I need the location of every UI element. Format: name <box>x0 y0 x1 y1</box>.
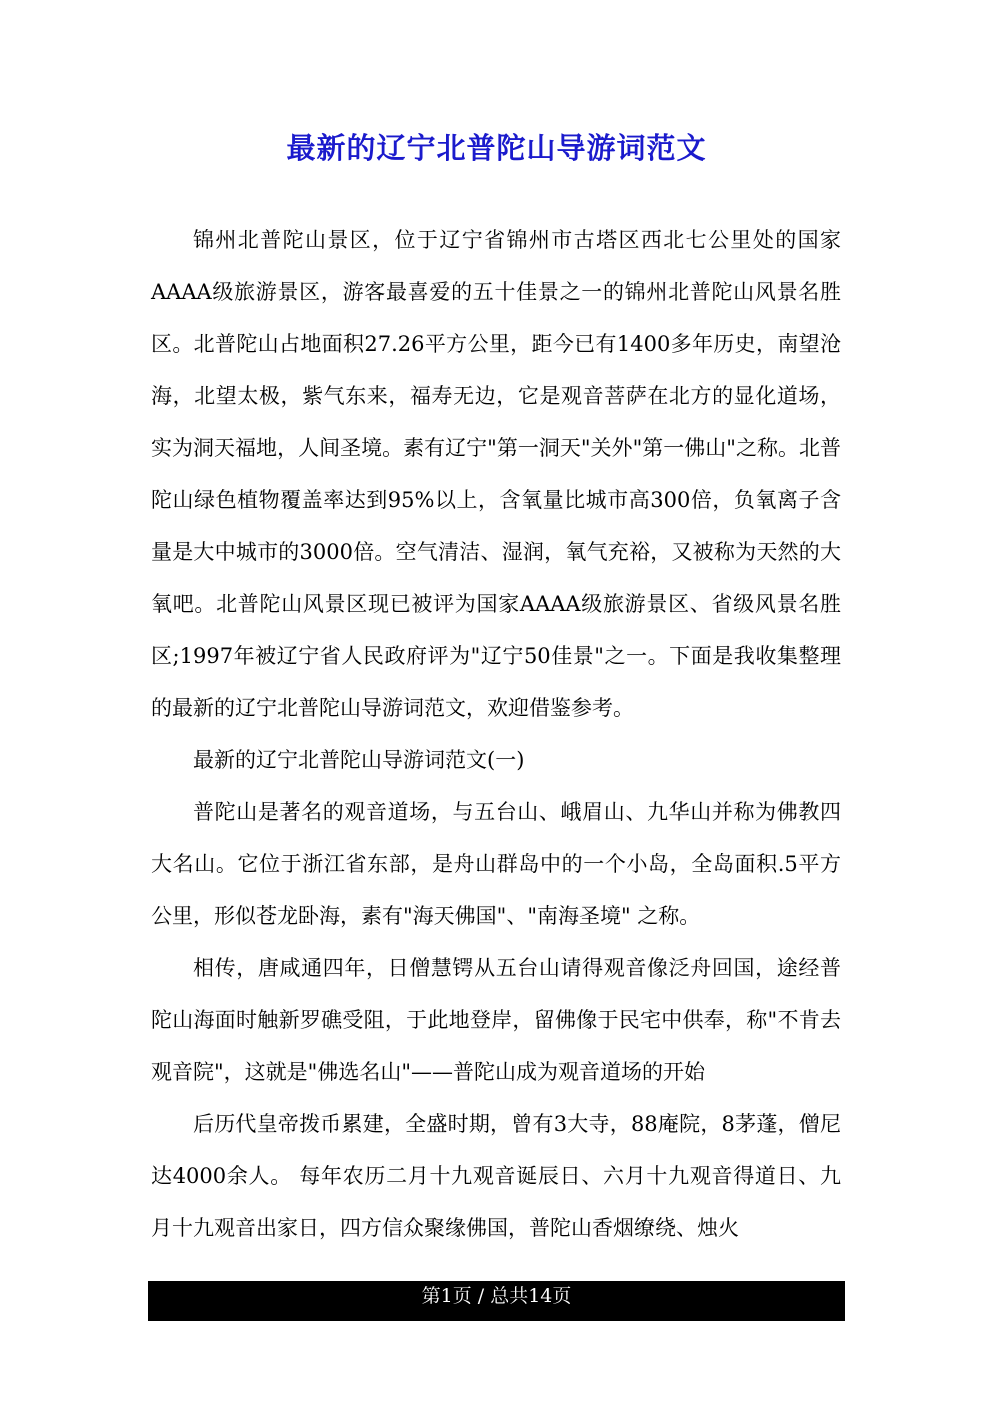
paragraph-intro: 锦州北普陀山景区，位于辽宁省锦州市古塔区西北七公里处的国家AAAA级旅游景区，游客最喜爱的五十佳景之一的锦州北普陀山风景名胜区。北普陀山占地面积27.26平方公里，距今已有1400多年历史，南望沧海，北望太极，紫气东来，福寿无边，它是观音菩萨在北方的显化道场，实为洞天福地，人间圣境。素有辽宁"第一洞天"关外"第一佛山"之称。北普陀山绿色植物覆盖率达到95%以上，含氧量比城市高300倍，负氧离子含量是大中城市的3000倍。空气清洁、湿润，氧气充裕，又被称为天然的大氧吧。北普陀山风景区现已被评为国家AAAA级旅游景区、省级风景名胜区;1997年被辽宁省人民政府评为"辽宁50佳景"之一。下面是我收集整理的最新的辽宁北普陀山导游词范文，欢迎借鉴参考。 <box>151 228 841 720</box>
paragraph-legend: 相传，唐咸通四年，日僧慧锷从五台山请得观音像泛舟回国，途经普陀山海面时触新罗礁受阻，于此地登岸，留佛像于民宅中供奉，称"不肯去观音院"，这就是"佛选名山"——普陀山成为观音道场的开始 <box>151 956 841 1084</box>
paragraph-section-heading: 最新的辽宁北普陀山导游词范文(一) <box>193 748 525 772</box>
paragraph-history: 后历代皇帝拨币累建，全盛时期，曾有3大寺，88庵院，8茅蓬，僧尼达4000余人。 每年农历二月十九观音诞辰日、六月十九观音得道日、九月十九观音出家日，四方信众聚缘佛国，普陀山香烟缭绕、烛火 <box>151 1112 841 1240</box>
document-body <box>151 214 841 1254</box>
paragraph-putuo-overview: 普陀山是著名的观音道场，与五台山、峨眉山、九华山并称为佛教四大名山。它位于浙江省东部，是舟山群岛中的一个小岛，全岛面积.5平方公里，形似苍龙卧海，素有"海天佛国"、"南海圣境" 之称。 <box>151 800 841 928</box>
page-title: 最新的辽宁北普陀山导游词范文 <box>286 131 707 165</box>
page-indicator: 第1页 / 总共14页 <box>421 1285 572 1307</box>
page-footer <box>148 1281 845 1321</box>
